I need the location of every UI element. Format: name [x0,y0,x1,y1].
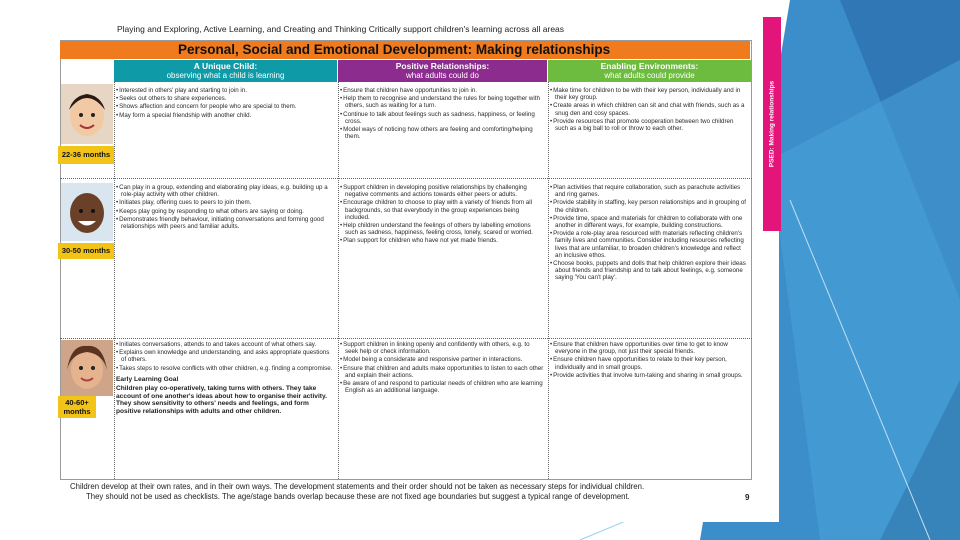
list-item: • Continue to talk about feelings such as sadness, happiness, or feeling cross. [340,111,544,125]
column-heading: Positive Relationships: [395,61,490,71]
list-item: • Be aware of and respond to particular needs of children who are learning English as an additional language. [340,380,544,394]
top-caption: Playing and Exploring, Active Learning, and Creating and Thinking Critically support children's learning across all areas [117,24,565,34]
list-item: • Takes steps to resolve conflicts with other children, e.g. finding a compromise. [116,365,334,372]
cell-enabling-environments-row1 [550,87,748,133]
list-item: • May form a special friendship with another child. [116,112,334,119]
list-item: • Make time for children to be with their key person, individually and in their key group. [550,87,748,101]
column-heading: Enabling Environments: [600,61,699,71]
cell-positive-relationships-row2 [340,184,544,246]
list-item: • Create areas in which children can sit and chat with friends, such as a snug den and cosy spaces. [550,102,748,116]
list-item: • Support children in developing positive relationships by challenging negative comments and actions towards either peers or adults. [340,184,544,198]
list-item: • Model ways of noticing how others are feeling and comforting/helping them. [340,126,544,140]
section-title: Personal, Social and Emotional Development: Making relationships [60,41,750,59]
column-divider [114,82,115,479]
cell-enabling-environments-row2 [550,184,748,283]
list-item: • Provide resources that promote cooperation between two children such as a big ball to roll or throw to each other. [550,118,748,132]
list-item: • Support children in linking openly and confidently with others, e.g. to seek help or check information. [340,341,544,355]
list-item: • Seeks out others to share experiences. [116,95,334,102]
cell-positive-relationships-row1 [340,87,544,141]
list-item: • Encourage children to choose to play with a variety of friends from all backgrounds, so that everybody in the group experiences being included. [340,199,544,221]
age-badge: 40-60+ months [58,396,96,418]
cell-unique-child-row3 [116,341,334,415]
list-item: • Plan support for children who have not yet made friends. [340,237,544,244]
row-divider [60,338,752,339]
list-item: • Explains own knowledge and understanding, and asks appropriate questions of others. [116,349,334,363]
cell-positive-relationships-row3 [340,341,544,395]
early-learning-goal-text: Children play co-operatively, taking turns with others. They take account of one another's ideas about how to organise their activity. They show sensitivity to others' needs and feelings, and form positive relationships with adults and other children. [116,385,328,415]
child-photo [61,183,113,241]
list-item: • Provide a role-play area resourced with materials reflecting children's family lives and communities. Consider including resources reflecting lives that are unfamiliar, to broaden children's knowledge and reflect an inclusive ethos. [550,230,748,259]
age-badge: 30-50 months [58,243,114,259]
list-item: • Help children understand the feelings of others by labelling emotions such as sadness, happiness, feeling cross, lonely, scared or worried. [340,222,544,236]
column-subheading: observing what a child is learning [166,71,285,80]
list-item: • Can play in a group, extending and elaborating play ideas, e.g. building up a role-play activity with other children. [116,184,334,198]
page-number: 9 [745,493,750,502]
list-item: • Choose books, puppets and dolls that help children explore their ideas about friends and friendship and to talk about feelings, e.g. someone saying 'You can't play'. [550,260,748,282]
column-header-unique-child [114,60,337,82]
column-header-positive-relationships [338,60,547,82]
list-item: • Demonstrates friendly behaviour, initiating conversations and forming good relationships with peers and familiar adults. [116,216,334,230]
row-divider [60,178,752,179]
list-item: • Provide activities that involve turn-taking and sharing in small groups. [550,372,748,379]
list-item: • Help them to recognise and understand the rules for being together with others, such as waiting for a turn. [340,95,544,109]
column-header-enabling-environments [548,60,751,82]
side-tab-label: PSED: Making relationships [768,80,776,168]
list-item: • Model being a considerate and responsive partner in interactions. [340,356,544,363]
footer-line: They should not be used as checklists. The age/stage bands overlap because these are not fixed age boundaries but suggest a typical range of development. [86,492,630,501]
cell-enabling-environments-row3 [550,341,748,380]
column-subheading: what adults could do [406,71,479,80]
list-item: • Plan activities that require collaboration, such as parachute activities and ring games. [550,184,748,198]
list-item: • Interested in others' play and starting to join in. [116,87,334,94]
age-badge: 22-36 months [58,146,114,164]
list-item: • Ensure that children and adults make opportunities to listen to each other and explain their actions. [340,365,544,379]
cell-unique-child-row1 [116,87,334,120]
child-photo [61,84,113,144]
list-item: • Initiates play, offering cues to peers to join them. [116,199,334,206]
list-item: • Initiates conversations, attends to and takes account of what others say. [116,341,334,348]
list-item: • Ensure children have opportunities to relate to their key person, individually and in small groups. [550,356,748,370]
list-item: • Provide time, space and materials for children to collaborate with one another in different ways, for example, building constructions. [550,215,748,229]
list-item: • Ensure that children have opportunities over time to get to know everyone in the group, not just their special friends. [550,341,748,355]
column-divider [548,82,549,479]
column-heading: A Unique Child: [193,61,258,71]
cell-unique-child-row2 [116,184,334,231]
side-tab [763,17,781,231]
column-divider [338,82,339,479]
footer-line: Children develop at their own rates, and in their own ways. The development statements and their order should not be taken as necessary steps for individual children. [70,482,645,491]
column-subheading: what adults could provide [604,71,695,80]
early-learning-goal-title: Early Learning Goal [116,375,179,383]
list-item: • Provide stability in staffing, key person relationships and in grouping of the children. [550,199,748,213]
list-item: • Ensure that children have opportunities to join in. [340,87,544,94]
child-photo [61,340,113,396]
list-item: • Shows affection and concern for people who are special to them. [116,103,334,110]
footer-note [70,482,770,502]
list-item: • Keeps play going by responding to what others are saying or doing. [116,208,334,215]
